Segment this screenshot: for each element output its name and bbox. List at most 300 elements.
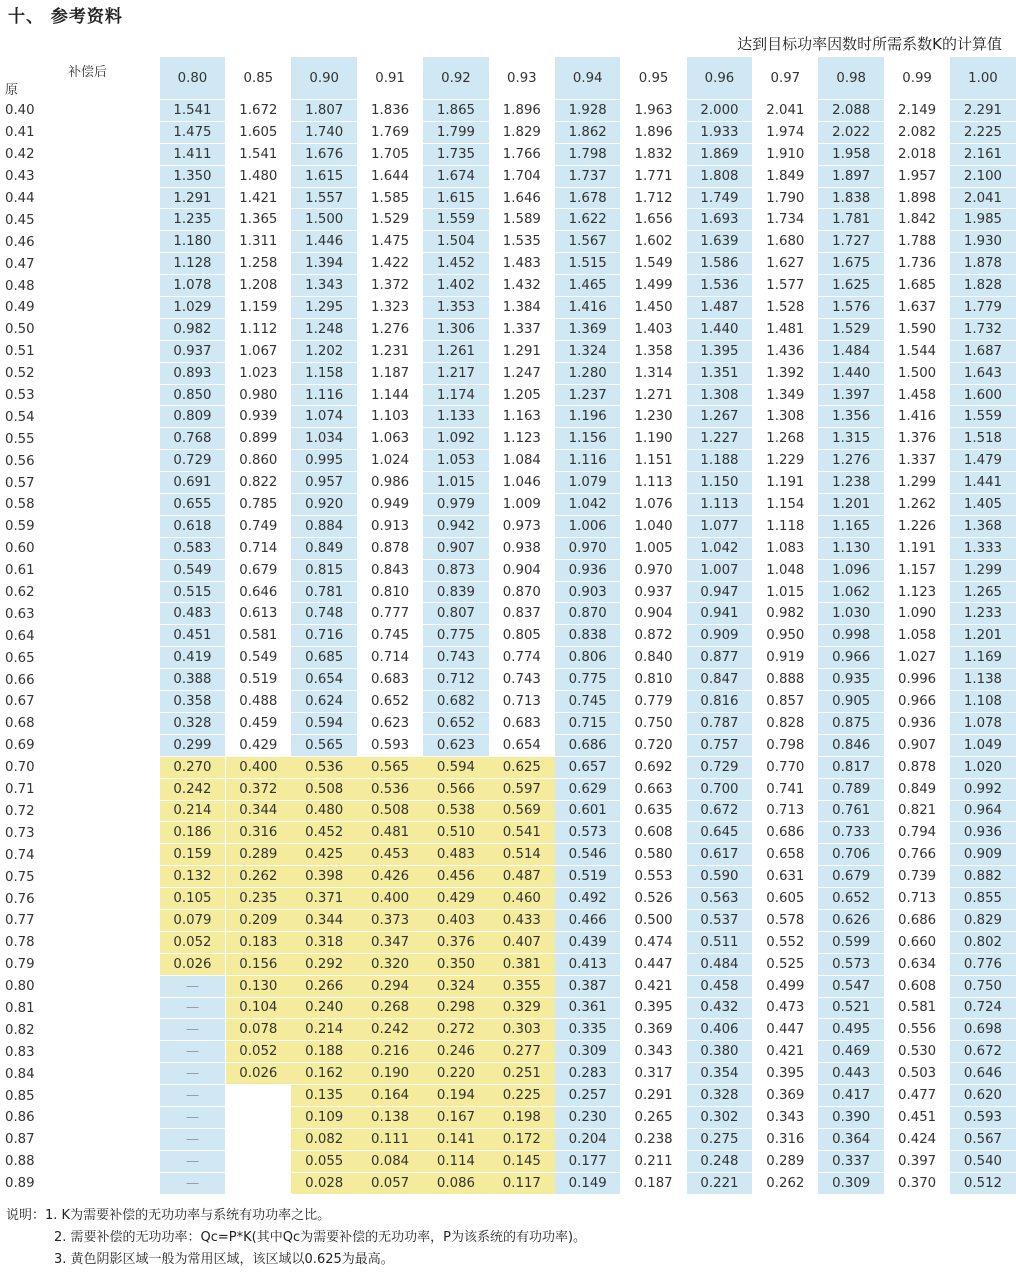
table-cell: 0.860 bbox=[226, 450, 291, 472]
table-cell: 0.623 bbox=[423, 735, 488, 757]
table-cell: 0.626 bbox=[818, 910, 883, 932]
column-header: 0.97 bbox=[753, 57, 818, 100]
table-row bbox=[0, 713, 1016, 735]
table-row bbox=[0, 1151, 1016, 1173]
table-cell: 1.090 bbox=[884, 603, 949, 625]
table-cell: 0.135 bbox=[291, 1085, 356, 1107]
table-cell: 0.407 bbox=[489, 932, 554, 954]
table-cell: 1.217 bbox=[423, 363, 488, 385]
table-cell: 1.450 bbox=[621, 297, 686, 319]
table-cell: 0.403 bbox=[423, 910, 488, 932]
table-cell: 1.353 bbox=[423, 297, 488, 319]
table-cell: 0.514 bbox=[489, 844, 554, 866]
table-cell: 0.996 bbox=[884, 669, 949, 691]
table-cell: 1.865 bbox=[423, 100, 488, 122]
table-cell: 1.957 bbox=[884, 166, 949, 188]
table-cell: 1.849 bbox=[753, 166, 818, 188]
table-cell: 1.078 bbox=[950, 713, 1015, 735]
table-cell: 0.187 bbox=[621, 1173, 686, 1195]
table-cell: 1.349 bbox=[753, 385, 818, 407]
table-cell: 0.079 bbox=[160, 910, 225, 932]
table-cell: 0.413 bbox=[555, 954, 620, 976]
row-power-factor: 0.62 bbox=[5, 585, 35, 601]
table-cell: 1.878 bbox=[950, 253, 1015, 275]
table-row bbox=[0, 866, 1016, 888]
table-cell: 1.276 bbox=[818, 450, 883, 472]
table-cell: 0.594 bbox=[423, 757, 488, 779]
table-cell: 1.518 bbox=[950, 428, 1015, 450]
table-cell: 0.272 bbox=[423, 1019, 488, 1041]
table-cell: 0.809 bbox=[160, 406, 225, 428]
table-cell: 0.748 bbox=[291, 603, 356, 625]
table-cell: 1.897 bbox=[818, 166, 883, 188]
table-cell: 1.475 bbox=[160, 122, 225, 144]
table-cell: 0.477 bbox=[884, 1085, 949, 1107]
table-cell: 1.788 bbox=[884, 231, 949, 253]
table-cell: 1.311 bbox=[226, 231, 291, 253]
table-cell: 0.538 bbox=[423, 801, 488, 823]
table-cell: 1.535 bbox=[489, 231, 554, 253]
note-2: 2. 需要补偿的无功功率：Qc=P*K(其中Qc为需要补偿的无功功率，P为该系统的有功功率)。 bbox=[54, 1230, 587, 1245]
table-cell: 0.713 bbox=[753, 801, 818, 823]
row-power-factor: 0.48 bbox=[5, 278, 35, 294]
table-cell bbox=[226, 1085, 291, 1107]
table-cell: 0.679 bbox=[226, 560, 291, 582]
table-cell: 1.262 bbox=[884, 494, 949, 516]
table-cell: 0.275 bbox=[687, 1129, 752, 1151]
table-cell: 1.644 bbox=[357, 166, 422, 188]
table-cell: 0.209 bbox=[226, 910, 291, 932]
row-power-factor: 0.74 bbox=[5, 847, 35, 863]
table-cell: 0.631 bbox=[753, 866, 818, 888]
table-header-row bbox=[0, 57, 1016, 100]
row-power-factor: 0.47 bbox=[5, 256, 35, 272]
table-cell: 0.376 bbox=[423, 932, 488, 954]
table-cell: — bbox=[160, 1019, 225, 1041]
table-cell: 0.913 bbox=[357, 516, 422, 538]
table-cell: 0.299 bbox=[160, 735, 225, 757]
table-cell: 0.807 bbox=[423, 603, 488, 625]
table-cell: 0.893 bbox=[160, 363, 225, 385]
table-row bbox=[0, 122, 1016, 144]
note-3: 3. 黄色阴影区域一般为常用区域，该区域以0.625为最高。 bbox=[54, 1252, 394, 1267]
table-cell: 0.447 bbox=[621, 954, 686, 976]
table-cell: 1.646 bbox=[489, 188, 554, 210]
row-power-factor: 0.57 bbox=[5, 475, 35, 491]
table-cell: 1.350 bbox=[160, 166, 225, 188]
table-cell: 0.082 bbox=[291, 1129, 356, 1151]
table-cell: 0.686 bbox=[884, 910, 949, 932]
table-cell: 0.380 bbox=[687, 1041, 752, 1063]
table-cell: 1.869 bbox=[687, 144, 752, 166]
table-cell: 1.807 bbox=[291, 100, 356, 122]
table-cell: 1.549 bbox=[621, 253, 686, 275]
table-cell: 1.577 bbox=[753, 275, 818, 297]
table-cell: 1.315 bbox=[818, 428, 883, 450]
table-row bbox=[0, 954, 1016, 976]
table-row bbox=[0, 166, 1016, 188]
table-cell: 0.870 bbox=[555, 603, 620, 625]
table-cell: 1.158 bbox=[291, 363, 356, 385]
table-cell: 0.620 bbox=[950, 1085, 1015, 1107]
table-cell: 0.882 bbox=[950, 866, 1015, 888]
table-cell: 0.421 bbox=[753, 1041, 818, 1063]
table-cell: 1.732 bbox=[950, 319, 1015, 341]
table-cell: 0.172 bbox=[489, 1129, 554, 1151]
row-power-factor: 0.73 bbox=[5, 825, 35, 841]
table-cell: 1.559 bbox=[950, 406, 1015, 428]
table-cell: 0.715 bbox=[555, 713, 620, 735]
table-cell: 0.483 bbox=[160, 603, 225, 625]
table-cell: 0.309 bbox=[818, 1173, 883, 1195]
table-cell: 0.714 bbox=[226, 538, 291, 560]
row-power-factor: 0.70 bbox=[5, 760, 35, 776]
table-cell: 0.451 bbox=[884, 1107, 949, 1129]
table-cell: 0.593 bbox=[357, 735, 422, 757]
row-power-factor: 0.41 bbox=[5, 125, 35, 141]
table-cell: 0.429 bbox=[226, 735, 291, 757]
table-cell: 0.937 bbox=[160, 341, 225, 363]
table-cell: 0.335 bbox=[555, 1019, 620, 1041]
table-cell: 1.128 bbox=[160, 253, 225, 275]
table-cell: 0.870 bbox=[489, 582, 554, 604]
row-power-factor: 0.79 bbox=[5, 957, 35, 973]
table-cell: 1.395 bbox=[687, 341, 752, 363]
notes-section bbox=[6, 1205, 586, 1271]
row-power-factor: 0.66 bbox=[5, 672, 35, 688]
table-cell: 0.459 bbox=[226, 713, 291, 735]
table-cell: 1.113 bbox=[687, 494, 752, 516]
table-row bbox=[0, 998, 1016, 1020]
table-cell: 0.850 bbox=[160, 385, 225, 407]
table-cell: 1.238 bbox=[818, 472, 883, 494]
table-cell: 1.023 bbox=[226, 363, 291, 385]
table-cell: 0.512 bbox=[950, 1173, 1015, 1195]
table-cell: 1.838 bbox=[818, 188, 883, 210]
table-cell: 0.583 bbox=[160, 538, 225, 560]
table-cell: 1.157 bbox=[884, 560, 949, 582]
table-cell: 0.663 bbox=[621, 779, 686, 801]
table-cell: 0.473 bbox=[753, 998, 818, 1020]
row-power-factor: 0.83 bbox=[5, 1044, 35, 1060]
table-cell: 0.536 bbox=[291, 757, 356, 779]
table-cell: 0.909 bbox=[687, 625, 752, 647]
table-cell: 1.384 bbox=[489, 297, 554, 319]
column-header: 0.96 bbox=[687, 57, 752, 100]
table-cell: 1.046 bbox=[489, 472, 554, 494]
table-cell: 0.266 bbox=[291, 976, 356, 998]
row-power-factor: 0.88 bbox=[5, 1154, 35, 1170]
table-cell: 1.063 bbox=[357, 428, 422, 450]
table-cell: 0.692 bbox=[621, 757, 686, 779]
table-row bbox=[0, 297, 1016, 319]
table-row bbox=[0, 385, 1016, 407]
table-cell: 0.766 bbox=[884, 844, 949, 866]
table-cell: 1.130 bbox=[818, 538, 883, 560]
table-cell: 1.358 bbox=[621, 341, 686, 363]
table-cell: 0.458 bbox=[687, 976, 752, 998]
column-header: 0.90 bbox=[291, 57, 356, 100]
table-cell: 1.458 bbox=[884, 385, 949, 407]
table-row bbox=[0, 603, 1016, 625]
table-cell: 0.149 bbox=[555, 1173, 620, 1195]
table-cell: 1.836 bbox=[357, 100, 422, 122]
table-cell: 0.268 bbox=[357, 998, 422, 1020]
table-cell: 1.096 bbox=[818, 560, 883, 582]
table-cell: 2.149 bbox=[884, 100, 949, 122]
table-cell: 0.745 bbox=[555, 691, 620, 713]
table-cell: 0.057 bbox=[357, 1173, 422, 1195]
table-cell: 1.015 bbox=[423, 472, 488, 494]
table-cell: 2.082 bbox=[884, 122, 949, 144]
table-cell: 0.343 bbox=[753, 1107, 818, 1129]
row-power-factor: 0.86 bbox=[5, 1110, 35, 1126]
table-cell: 0.593 bbox=[950, 1107, 1015, 1129]
table-cell: 1.265 bbox=[950, 582, 1015, 604]
table-cell: 0.242 bbox=[357, 1019, 422, 1041]
row-power-factor: 0.49 bbox=[5, 300, 35, 316]
table-cell: 1.475 bbox=[357, 231, 422, 253]
table-cell: 1.541 bbox=[226, 144, 291, 166]
table-cell: 2.291 bbox=[950, 100, 1015, 122]
k-factor-table bbox=[0, 57, 1016, 1195]
table-cell: 1.397 bbox=[818, 385, 883, 407]
table-cell: 1.737 bbox=[555, 166, 620, 188]
table-cell: 0.364 bbox=[818, 1129, 883, 1151]
table-cell: 1.280 bbox=[555, 363, 620, 385]
corner-original-label: 原 bbox=[5, 83, 19, 98]
table-cell: 0.798 bbox=[753, 735, 818, 757]
table-cell: 0.469 bbox=[818, 1041, 883, 1063]
table-cell: 1.585 bbox=[357, 188, 422, 210]
table-cell: 2.161 bbox=[950, 144, 1015, 166]
table-cell: 0.130 bbox=[226, 976, 291, 998]
table-cell: 0.387 bbox=[555, 976, 620, 998]
table-cell: 0.214 bbox=[160, 801, 225, 823]
table-cell: 0.815 bbox=[291, 560, 356, 582]
table-cell: — bbox=[160, 1085, 225, 1107]
table-cell: 0.183 bbox=[226, 932, 291, 954]
table-cell: 0.646 bbox=[950, 1063, 1015, 1085]
table-cell: 1.029 bbox=[160, 297, 225, 319]
table-row bbox=[0, 494, 1016, 516]
table-cell: 0.230 bbox=[555, 1107, 620, 1129]
column-header: 0.92 bbox=[423, 57, 488, 100]
table-cell: 0.328 bbox=[687, 1085, 752, 1107]
table-cell: 1.034 bbox=[291, 428, 356, 450]
table-cell: 1.740 bbox=[291, 122, 356, 144]
table-cell: 1.928 bbox=[555, 100, 620, 122]
row-power-factor: 0.55 bbox=[5, 431, 35, 447]
table-cell: 1.112 bbox=[226, 319, 291, 341]
table-cell: 0.429 bbox=[423, 888, 488, 910]
table-cell: 1.590 bbox=[884, 319, 949, 341]
table-cell: 0.556 bbox=[884, 1019, 949, 1041]
table-cell: 0.980 bbox=[226, 385, 291, 407]
table-cell: 1.007 bbox=[687, 560, 752, 582]
table-cell: 0.138 bbox=[357, 1107, 422, 1129]
table-row bbox=[0, 1019, 1016, 1041]
table-cell: 0.220 bbox=[423, 1063, 488, 1085]
table-cell: 0.936 bbox=[950, 822, 1015, 844]
table-cell: 1.799 bbox=[423, 122, 488, 144]
table-cell: 0.617 bbox=[687, 844, 752, 866]
table-cell: 1.504 bbox=[423, 231, 488, 253]
table-cell: 0.240 bbox=[291, 998, 356, 1020]
row-power-factor: 0.67 bbox=[5, 694, 35, 710]
table-cell: 1.896 bbox=[489, 100, 554, 122]
table-cell: 0.316 bbox=[753, 1129, 818, 1151]
table-cell: 1.138 bbox=[950, 669, 1015, 691]
table-row bbox=[0, 582, 1016, 604]
table-cell: 1.779 bbox=[950, 297, 1015, 319]
table-cell: 0.432 bbox=[687, 998, 752, 1020]
table-cell: 1.910 bbox=[753, 144, 818, 166]
table-cell: 0.488 bbox=[226, 691, 291, 713]
table-cell: 0.623 bbox=[357, 713, 422, 735]
table-cell: 0.733 bbox=[818, 822, 883, 844]
table-cell: 1.536 bbox=[687, 275, 752, 297]
row-power-factor: 0.87 bbox=[5, 1132, 35, 1148]
table-cell: 0.164 bbox=[357, 1085, 422, 1107]
table-row bbox=[0, 910, 1016, 932]
table-cell: 1.291 bbox=[489, 341, 554, 363]
row-power-factor: 0.69 bbox=[5, 738, 35, 754]
table-cell: 1.771 bbox=[621, 166, 686, 188]
table-cell: 1.734 bbox=[753, 209, 818, 231]
table-row bbox=[0, 209, 1016, 231]
table-cell: 1.337 bbox=[489, 319, 554, 341]
table-cell: 1.030 bbox=[818, 603, 883, 625]
note-text: 1. K为需要补偿的无功功率与系统有功功率之比。 bbox=[45, 1208, 331, 1223]
table-cell: 0.618 bbox=[160, 516, 225, 538]
table-cell: 0.787 bbox=[687, 713, 752, 735]
table-cell: 0.829 bbox=[950, 910, 1015, 932]
table-cell: 1.006 bbox=[555, 516, 620, 538]
row-power-factor: 0.45 bbox=[5, 212, 35, 228]
table-cell: 0.770 bbox=[753, 757, 818, 779]
table-cell: 1.622 bbox=[555, 209, 620, 231]
row-power-factor: 0.63 bbox=[5, 606, 35, 622]
table-cell: 0.424 bbox=[884, 1129, 949, 1151]
table-cell: 0.761 bbox=[818, 801, 883, 823]
table-cell: 0.683 bbox=[357, 669, 422, 691]
table-cell: 1.133 bbox=[423, 406, 488, 428]
table-cell: 0.425 bbox=[291, 844, 356, 866]
table-cell: — bbox=[160, 1041, 225, 1063]
table-cell: 1.672 bbox=[226, 100, 291, 122]
table-cell: 0.810 bbox=[621, 669, 686, 691]
table-cell: 0.645 bbox=[687, 822, 752, 844]
row-power-factor: 0.84 bbox=[5, 1066, 35, 1082]
row-power-factor: 0.85 bbox=[5, 1088, 35, 1104]
table-cell: 1.842 bbox=[884, 209, 949, 231]
table-cell: 0.204 bbox=[555, 1129, 620, 1151]
table-cell: 1.202 bbox=[291, 341, 356, 363]
table-cell: 0.654 bbox=[489, 735, 554, 757]
table-row bbox=[0, 253, 1016, 275]
table-cell: 0.246 bbox=[423, 1041, 488, 1063]
table-cell: 1.299 bbox=[884, 472, 949, 494]
table-row bbox=[0, 625, 1016, 647]
row-power-factor: 0.42 bbox=[5, 147, 35, 163]
table-cell: 0.685 bbox=[291, 647, 356, 669]
table-cell: 1.351 bbox=[687, 363, 752, 385]
table-cell: 0.729 bbox=[687, 757, 752, 779]
table-cell: 0.849 bbox=[884, 779, 949, 801]
table-cell: 1.103 bbox=[357, 406, 422, 428]
table-cell: 1.027 bbox=[884, 647, 949, 669]
table-cell: 0.397 bbox=[884, 1151, 949, 1173]
table-cell: 1.394 bbox=[291, 253, 356, 275]
table-cell: 1.306 bbox=[423, 319, 488, 341]
section-title: 十、 参考资料 bbox=[8, 7, 123, 27]
table-cell: 0.569 bbox=[489, 801, 554, 823]
table-cell: 1.798 bbox=[555, 144, 620, 166]
table-cell: 0.982 bbox=[160, 319, 225, 341]
table-cell: 0.251 bbox=[489, 1063, 554, 1085]
table-cell: 1.615 bbox=[291, 166, 356, 188]
table-cell: 0.344 bbox=[291, 910, 356, 932]
table-cell: 1.156 bbox=[555, 428, 620, 450]
table-row bbox=[0, 647, 1016, 669]
column-header: 0.93 bbox=[489, 57, 554, 100]
table-cell: 0.878 bbox=[884, 757, 949, 779]
table-cell: 0.714 bbox=[357, 647, 422, 669]
table-cell: 1.227 bbox=[687, 428, 752, 450]
table-cell: 0.190 bbox=[357, 1063, 422, 1085]
table-cell: 0.540 bbox=[950, 1151, 1015, 1173]
table-cell: 0.565 bbox=[357, 757, 422, 779]
table-cell: 1.247 bbox=[489, 363, 554, 385]
table-cell: 1.154 bbox=[753, 494, 818, 516]
table-cell: 0.776 bbox=[950, 954, 1015, 976]
table-cell: 0.779 bbox=[621, 691, 686, 713]
row-power-factor: 0.89 bbox=[5, 1176, 35, 1192]
table-cell: 1.078 bbox=[160, 275, 225, 297]
table-cell: 0.303 bbox=[489, 1019, 554, 1041]
table-cell: 1.712 bbox=[621, 188, 686, 210]
table-cell: 1.191 bbox=[753, 472, 818, 494]
table-cell: 1.333 bbox=[950, 538, 1015, 560]
table-cell: 0.159 bbox=[160, 844, 225, 866]
table-cell: 0.973 bbox=[489, 516, 554, 538]
table-cell: 0.672 bbox=[950, 1041, 1015, 1063]
table-cell: 0.298 bbox=[423, 998, 488, 1020]
table-cell: 1.440 bbox=[818, 363, 883, 385]
table-cell: 1.123 bbox=[884, 582, 949, 604]
table-cell: 0.935 bbox=[818, 669, 883, 691]
table-cell: 0.242 bbox=[160, 779, 225, 801]
row-power-factor: 0.46 bbox=[5, 234, 35, 250]
table-cell: 1.828 bbox=[950, 275, 1015, 297]
table-cell: 1.042 bbox=[687, 538, 752, 560]
table-row bbox=[0, 450, 1016, 472]
column-header: 0.94 bbox=[555, 57, 620, 100]
table-cell: 0.629 bbox=[555, 779, 620, 801]
table-row bbox=[0, 560, 1016, 582]
row-power-factor: 0.77 bbox=[5, 913, 35, 929]
table-cell: 1.323 bbox=[357, 297, 422, 319]
table-row bbox=[0, 516, 1016, 538]
table-cell: 1.174 bbox=[423, 385, 488, 407]
table-cell: 0.400 bbox=[226, 757, 291, 779]
row-power-factor: 0.60 bbox=[5, 541, 35, 557]
table-cell: 1.237 bbox=[555, 385, 620, 407]
table-cell: 1.077 bbox=[687, 516, 752, 538]
table-cell: 0.289 bbox=[226, 844, 291, 866]
table-cell: 1.675 bbox=[818, 253, 883, 275]
